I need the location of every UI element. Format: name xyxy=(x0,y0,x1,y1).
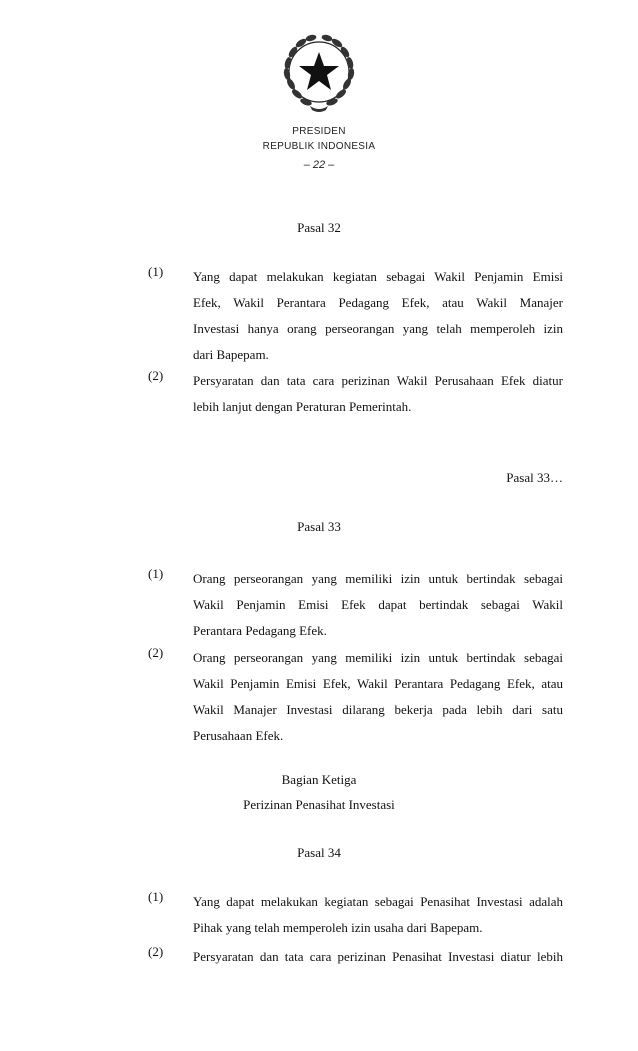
paragraph-line: Wakil Penjamin Emisi Efek, Wakil Perantara Pedagang Efek, atau xyxy=(193,676,563,691)
paragraph-number: (1) xyxy=(148,889,164,904)
paragraph-line: Pihak yang telah memperoleh izin usaha dari Bapepam. xyxy=(193,920,483,935)
paragraph-line: Persyaratan dan tata cara perizinan Wakil Perusahaan Efek diatur xyxy=(193,373,563,388)
pasal-33-paragraph-1 xyxy=(148,566,563,644)
paragraph-line: Orang perseorangan yang memiliki izin untuk bertindak sebagai xyxy=(193,650,563,665)
paragraph-line: lebih lanjut dengan Peraturan Pemerintah. xyxy=(193,399,412,414)
paragraph-line: Wakil Manajer Investasi dilarang bekerja pada lebih dari satu xyxy=(193,702,563,717)
garuda-emblem-icon xyxy=(277,32,361,114)
paragraph-line: Wakil Penjamin Emisi Efek dapat bertindak sebagai Wakil xyxy=(193,597,563,612)
continuation-marker: Pasal 33… xyxy=(506,470,563,485)
paragraph-line: Orang perseorangan yang memiliki izin untuk bertindak sebagai xyxy=(193,571,563,586)
paragraph-number: (2) xyxy=(148,944,164,959)
paragraph-line: Perusahaan Efek. xyxy=(193,728,284,743)
pasal-34-paragraph-2 xyxy=(148,944,563,970)
paragraph-number: (1) xyxy=(148,566,164,581)
pasal-34-paragraph-1 xyxy=(148,889,563,941)
paragraph-line: Perantara Pedagang Efek. xyxy=(193,623,327,638)
header-title-line1: PRESIDEN xyxy=(292,126,346,137)
paragraph-number: (2) xyxy=(148,645,164,660)
pasal-32-title: Pasal 32 xyxy=(297,220,341,235)
page-number: – 22 – xyxy=(303,159,335,171)
paragraph-line: Investasi hanya orang perseorangan yang telah memperoleh izin xyxy=(193,321,563,336)
header-title-line2: REPUBLIK INDONESIA xyxy=(262,141,376,152)
paragraph-line: dari Bapepam. xyxy=(193,347,269,362)
pasal-32-paragraph-2 xyxy=(148,368,563,420)
paragraph-number: (2) xyxy=(148,368,164,383)
section-heading: Bagian Ketiga xyxy=(281,772,357,787)
pasal-34-title: Pasal 34 xyxy=(297,845,341,860)
pasal-32-paragraph-1 xyxy=(148,264,563,368)
section-subheading: Perizinan Penasihat Investasi xyxy=(243,797,395,812)
paragraph-line: Persyaratan dan tata cara perizinan Penasihat Investasi diatur lebih xyxy=(193,949,563,964)
paragraph-line: Efek, Wakil Perantara Pedagang Efek, atau Wakil Manajer xyxy=(193,295,563,310)
pasal-33-title: Pasal 33 xyxy=(297,519,341,534)
paragraph-line: Yang dapat melakukan kegiatan sebagai Penasihat Investasi adalah xyxy=(193,894,563,909)
pasal-33-paragraph-2 xyxy=(148,645,563,749)
paragraph-number: (1) xyxy=(148,264,164,279)
paragraph-line: Yang dapat melakukan kegiatan sebagai Wakil Penjamin Emisi xyxy=(193,269,563,284)
